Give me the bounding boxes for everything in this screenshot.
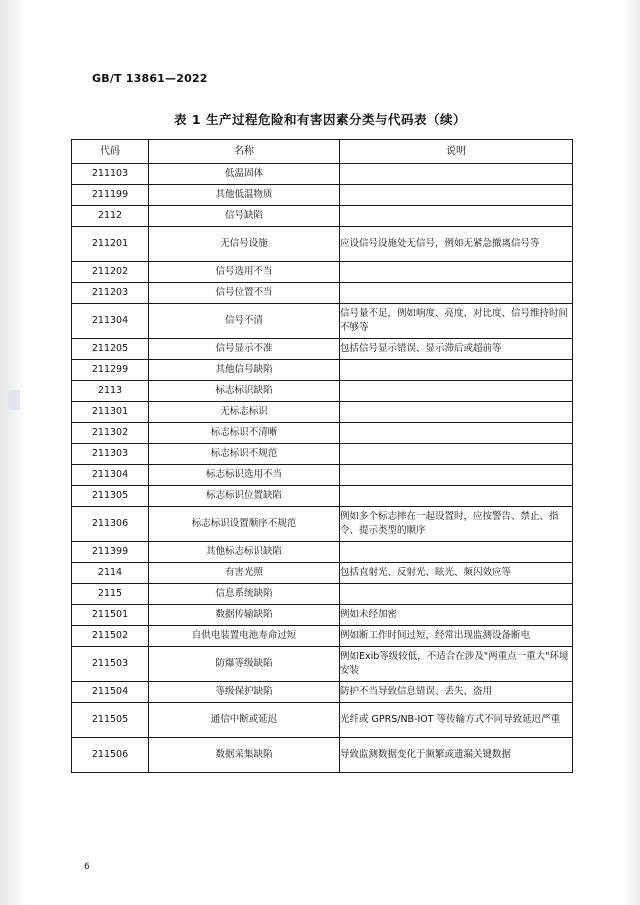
cell-code: 211399 — [72, 542, 149, 563]
cell-name: 信号不清 — [149, 304, 340, 339]
header-code: 代码 — [72, 140, 149, 164]
cell-description: 包括信号显示错误、显示滞后或超前等 — [340, 339, 573, 360]
page-left-shadow — [0, 0, 26, 905]
table-row — [72, 738, 573, 773]
cell-name: 信号显示不准 — [149, 339, 340, 360]
cell-description: 包括直射光、反射光、眩光、频闪效应等 — [340, 563, 573, 584]
side-margin-mark — [8, 390, 20, 410]
cell-description — [340, 360, 573, 381]
cell-code: 211305 — [72, 486, 149, 507]
cell-code: 2112 — [72, 206, 149, 227]
cell-code: 2115 — [72, 584, 149, 605]
cell-code: 211199 — [72, 185, 149, 206]
classification-table — [71, 139, 573, 773]
cell-description — [340, 262, 573, 283]
cell-name: 标志标识不规范 — [149, 444, 340, 465]
table-row — [72, 227, 573, 262]
cell-name: 数据采集缺陷 — [149, 738, 340, 773]
table-row — [72, 486, 573, 507]
cell-description: 例如未经加密 — [340, 605, 573, 626]
cell-name: 其他信号缺陷 — [149, 360, 340, 381]
cell-code: 211299 — [72, 360, 149, 381]
cell-name: 无信号设施 — [149, 227, 340, 262]
cell-name: 标志标识位置缺陷 — [149, 486, 340, 507]
cell-description — [340, 402, 573, 423]
cell-name: 标志标识选用不当 — [149, 465, 340, 486]
table-row — [72, 339, 573, 360]
cell-code: 211303 — [72, 444, 149, 465]
cell-name: 信号位置不当 — [149, 283, 340, 304]
cell-code: 2113 — [72, 381, 149, 402]
cell-description — [340, 185, 573, 206]
table-row — [72, 185, 573, 206]
cell-code: 211503 — [72, 647, 149, 682]
table-row — [72, 626, 573, 647]
cell-code: 211304 — [72, 304, 149, 339]
cell-code: 211505 — [72, 703, 149, 738]
cell-code: 211205 — [72, 339, 149, 360]
cell-code: 211306 — [72, 507, 149, 542]
cell-code: 211201 — [72, 227, 149, 262]
cell-name: 防爆等级缺陷 — [149, 647, 340, 682]
table-row — [72, 465, 573, 486]
cell-description: 光纤或 GPRS/NB-IOT 等传输方式不同导致延迟严重 — [340, 703, 573, 738]
cell-code: 211301 — [72, 402, 149, 423]
table-row — [72, 402, 573, 423]
header-description: 说明 — [340, 140, 573, 164]
table-row — [72, 542, 573, 563]
cell-name: 标志标识设置顺序不规范 — [149, 507, 340, 542]
cell-description — [340, 381, 573, 402]
cell-name: 低温固体 — [149, 164, 340, 185]
cell-name: 自供电装置电池寿命过短 — [149, 626, 340, 647]
cell-description: 例如多个标志摔在一起设置时，应按警告、禁止、指令、提示类型的顺序 — [340, 507, 573, 542]
cell-name: 信号缺陷 — [149, 206, 340, 227]
cell-description: 例如断工作时间过短，经常出现监测设备断电 — [340, 626, 573, 647]
table-body — [72, 164, 573, 773]
table-row — [72, 423, 573, 444]
table-row — [72, 703, 573, 738]
cell-description: 应设信号设施处无信号，例如无紧急撤离信号等 — [340, 227, 573, 262]
table-title: 表 1 生产过程危险和有害因素分类与代码表（续） — [174, 112, 466, 127]
cell-description — [340, 423, 573, 444]
cell-name: 无标志标识 — [149, 402, 340, 423]
cell-name: 通信中断或延迟 — [149, 703, 340, 738]
cell-description — [340, 486, 573, 507]
cell-description — [340, 164, 573, 185]
table-row — [72, 283, 573, 304]
cell-code: 211506 — [72, 738, 149, 773]
table-row — [72, 444, 573, 465]
cell-code: 211302 — [72, 423, 149, 444]
cell-code: 211504 — [72, 682, 149, 703]
cell-code: 211501 — [72, 605, 149, 626]
cell-description: 导致监测数据变化于频繁或遗漏关键数据 — [340, 738, 573, 773]
table-row — [72, 647, 573, 682]
cell-description — [340, 542, 573, 563]
table-row — [72, 206, 573, 227]
cell-description — [340, 444, 573, 465]
cell-code: 211502 — [72, 626, 149, 647]
cell-code: 211203 — [72, 283, 149, 304]
table-row — [72, 507, 573, 542]
page-number: 6 — [84, 862, 90, 872]
table-row — [72, 360, 573, 381]
cell-name: 其他标志标识缺陷 — [149, 542, 340, 563]
cell-name: 数据传输缺陷 — [149, 605, 340, 626]
cell-description: 例如Exib等级较低，不适合在涉及"两重点一重大"环境安装 — [340, 647, 573, 682]
cell-description — [340, 206, 573, 227]
header-name: 名称 — [149, 140, 340, 164]
cell-code: 211304 — [72, 465, 149, 486]
cell-name: 有害光照 — [149, 563, 340, 584]
cell-code: 211103 — [72, 164, 149, 185]
cell-description — [340, 465, 573, 486]
table-header-row — [72, 140, 573, 164]
page-right-shadow — [622, 0, 640, 905]
table-row — [72, 682, 573, 703]
table-row — [72, 381, 573, 402]
table-row — [72, 584, 573, 605]
table-row — [72, 262, 573, 283]
cell-name: 标志标识缺陷 — [149, 381, 340, 402]
cell-name: 信息系统缺陷 — [149, 584, 340, 605]
cell-name: 等级保护缺陷 — [149, 682, 340, 703]
table-row — [72, 304, 573, 339]
table-row — [72, 605, 573, 626]
cell-code: 211202 — [72, 262, 149, 283]
cell-code: 2114 — [72, 563, 149, 584]
cell-name: 其他低温物质 — [149, 185, 340, 206]
table-container — [71, 139, 569, 773]
cell-name: 信号选用不当 — [149, 262, 340, 283]
cell-description: 防护不当导致信息错误、丢失、盗用 — [340, 682, 573, 703]
cell-description: 信号量不足，例如响度、亮度、对比度、信号维持时间不够等 — [340, 304, 573, 339]
cell-description — [340, 584, 573, 605]
table-row — [72, 164, 573, 185]
standard-number: GB/T 13861—2022 — [92, 72, 208, 85]
cell-description — [340, 283, 573, 304]
table-row — [72, 563, 573, 584]
cell-name: 标志标识不清晰 — [149, 423, 340, 444]
